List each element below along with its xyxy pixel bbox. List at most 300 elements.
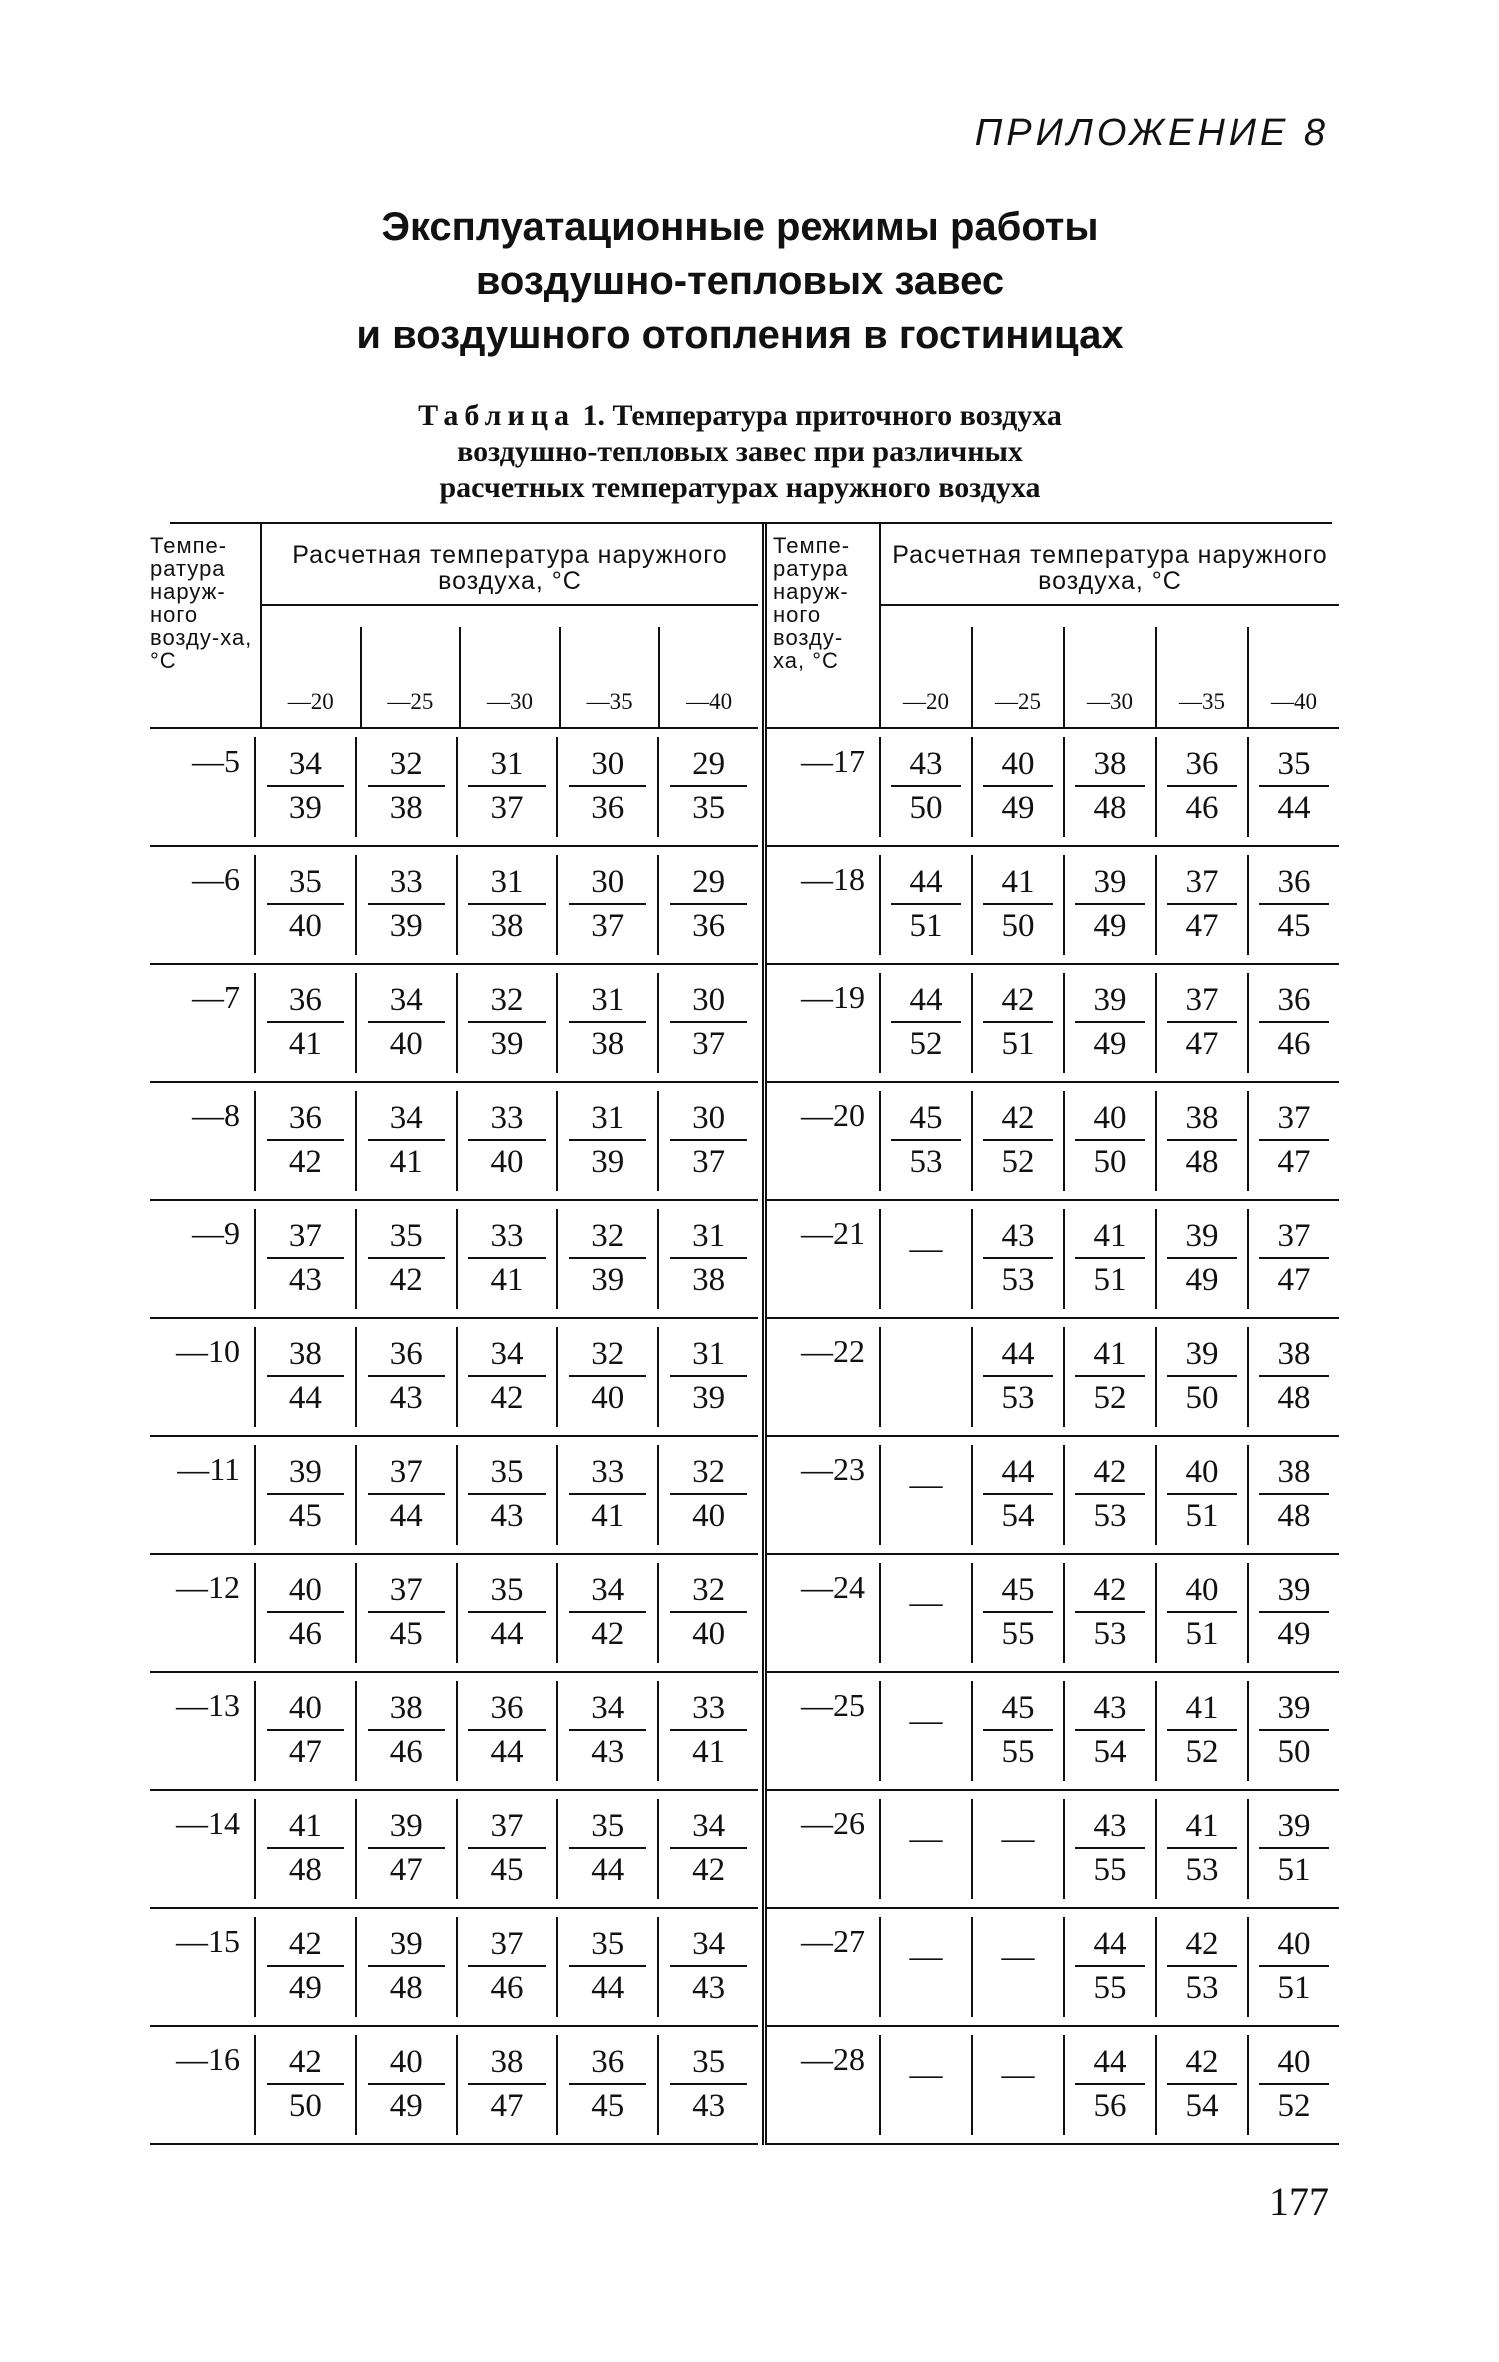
cell-numerator: 37 xyxy=(1185,982,1219,1018)
cell-numerator: 34 xyxy=(692,1926,726,1962)
cell-numerator: 37 xyxy=(389,1454,423,1490)
table-cell xyxy=(355,1799,456,1899)
cell-denominator: 48 xyxy=(1277,1498,1311,1534)
fraction-bar xyxy=(1167,2083,1237,2085)
fraction-bar xyxy=(468,1375,545,1377)
cell-numerator: 36 xyxy=(490,1690,524,1726)
cell-denominator: 42 xyxy=(288,1144,322,1180)
table-row xyxy=(767,1673,1339,1791)
fraction-bar xyxy=(1259,903,1329,905)
cell-denominator: 53 xyxy=(1001,1262,1035,1298)
cell-numerator: 40 xyxy=(1277,1926,1311,1962)
cell-numerator: 45 xyxy=(909,1100,943,1136)
table-cell xyxy=(456,1209,557,1309)
table-cell xyxy=(254,973,355,1073)
cell-numerator: 38 xyxy=(288,1336,322,1372)
cell-denominator: 53 xyxy=(1185,1970,1219,2006)
fraction-bar xyxy=(670,2083,747,2085)
cell-numerator: 39 xyxy=(1277,1572,1311,1608)
cell-denominator: 45 xyxy=(288,1498,322,1534)
fraction-bar xyxy=(368,1729,445,1731)
cell-numerator: 34 xyxy=(389,982,423,1018)
cell-denominator: 37 xyxy=(591,908,625,944)
cell-numerator: 38 xyxy=(1277,1336,1311,1372)
cell-denominator: 35 xyxy=(692,790,726,826)
table-cell xyxy=(556,1799,657,1899)
row-temperature: —5 xyxy=(192,743,240,779)
fraction-bar xyxy=(891,1021,961,1023)
cell-numerator: 33 xyxy=(591,1454,625,1490)
fraction-bar xyxy=(267,2083,344,2085)
cell-numerator: 38 xyxy=(1093,746,1127,782)
cell-numerator: 36 xyxy=(1277,864,1311,900)
table-row xyxy=(150,1555,758,1673)
table-cell xyxy=(254,2035,355,2135)
cell-denominator: 51 xyxy=(1093,1262,1127,1298)
caption-text: воздушно-тепловых завес при различных xyxy=(457,435,1023,468)
column-header: —30 xyxy=(1063,627,1155,727)
cell-denominator: 44 xyxy=(591,1970,625,2006)
cell-denominator: 37 xyxy=(490,790,524,826)
table-cell xyxy=(556,1917,657,2017)
table-cell xyxy=(1063,1799,1155,1899)
fraction-bar xyxy=(891,1139,961,1141)
cell-denominator: 55 xyxy=(1001,1734,1035,1770)
table-row xyxy=(767,965,1339,1083)
column-header: —30 xyxy=(459,627,559,727)
cell-denominator: 45 xyxy=(1277,908,1311,944)
table-cell xyxy=(254,737,355,837)
cell-numerator: 35 xyxy=(692,2044,726,2080)
cell-denominator: 50 xyxy=(1185,1380,1219,1416)
cell-denominator: 49 xyxy=(1001,790,1035,826)
table-row xyxy=(767,1201,1339,1319)
fraction-bar xyxy=(569,1729,646,1731)
cell-numerator: 31 xyxy=(490,864,524,900)
cell-denominator: 55 xyxy=(1001,1616,1035,1652)
cell-denominator: 49 xyxy=(1093,908,1127,944)
table-cell xyxy=(657,1327,758,1427)
fraction-bar xyxy=(1259,1375,1329,1377)
cell-numerator: 36 xyxy=(591,2044,625,2080)
cell-numerator: 37 xyxy=(490,1926,524,1962)
cell-numerator: 33 xyxy=(490,1218,524,1254)
table-cell xyxy=(254,1209,355,1309)
cell-denominator: 53 xyxy=(1093,1498,1127,1534)
fraction-bar xyxy=(983,785,1053,787)
table-cell xyxy=(657,855,758,955)
fraction-bar xyxy=(983,1611,1053,1613)
cell-numerator: 32 xyxy=(389,746,423,782)
fraction-bar xyxy=(267,1847,344,1849)
fraction-bar xyxy=(368,2083,445,2085)
cell-numerator: 42 xyxy=(1001,982,1035,1018)
cell-numerator: 33 xyxy=(692,1690,726,1726)
table-row xyxy=(150,1319,758,1437)
table-cell xyxy=(254,1445,355,1545)
table-cell xyxy=(971,2035,1063,2135)
table-cell xyxy=(355,1209,456,1309)
caption-text: расчетных температурах наружного воздуха xyxy=(439,471,1041,504)
table-cell xyxy=(879,1209,971,1309)
fraction-bar xyxy=(267,1257,344,1259)
table-cell xyxy=(971,1563,1063,1663)
cell-denominator: 43 xyxy=(389,1380,423,1416)
cell-denominator: 47 xyxy=(1185,908,1219,944)
fraction-bar xyxy=(267,1021,344,1023)
table-row xyxy=(150,1791,758,1909)
fraction-bar xyxy=(468,1729,545,1731)
cell-denominator: 43 xyxy=(692,1970,726,2006)
cell-denominator: 47 xyxy=(1277,1144,1311,1180)
cell-numerator: 35 xyxy=(591,1926,625,1962)
table-row xyxy=(150,2027,758,2145)
fraction-bar xyxy=(670,1847,747,1849)
cell-denominator: 47 xyxy=(1277,1262,1311,1298)
cell-dash: — xyxy=(909,1231,943,1267)
cell-numerator: 29 xyxy=(692,864,726,900)
cell-denominator: 46 xyxy=(389,1734,423,1770)
cell-denominator: 50 xyxy=(288,2088,322,2124)
table-row xyxy=(150,1201,758,1319)
cell-numerator: 37 xyxy=(1277,1100,1311,1136)
cell-denominator: 39 xyxy=(490,1026,524,1062)
table-cell xyxy=(1155,1681,1247,1781)
row-temperature: —12 xyxy=(176,1569,240,1605)
table-cell xyxy=(556,1209,657,1309)
row-temperature: —28 xyxy=(801,2041,865,2077)
table-cell xyxy=(556,1563,657,1663)
fraction-bar xyxy=(983,1493,1053,1495)
table-row xyxy=(150,1909,758,2027)
cell-denominator: 47 xyxy=(490,2088,524,2124)
fraction-bar xyxy=(1259,785,1329,787)
table-cell xyxy=(556,1681,657,1781)
table-cell xyxy=(971,1681,1063,1781)
fraction-bar xyxy=(1259,1729,1329,1731)
table-cell xyxy=(1063,1917,1155,2017)
cell-numerator: 38 xyxy=(1277,1454,1311,1490)
cell-numerator: 40 xyxy=(1185,1572,1219,1608)
cell-denominator: 40 xyxy=(692,1616,726,1652)
fraction-bar xyxy=(569,785,646,787)
fraction-bar xyxy=(670,1257,747,1259)
cell-numerator: 45 xyxy=(1001,1572,1035,1608)
fraction-bar xyxy=(1259,1847,1329,1849)
fraction-bar xyxy=(670,1139,747,1141)
cell-numerator: 39 xyxy=(389,1808,423,1844)
table-row xyxy=(767,847,1339,965)
fraction-bar xyxy=(368,1611,445,1613)
fraction-bar xyxy=(1075,1139,1145,1141)
cell-numerator: 44 xyxy=(1093,1926,1127,1962)
fraction-bar xyxy=(1075,1493,1145,1495)
cell-numerator: 41 xyxy=(1093,1218,1127,1254)
column-header: —20 xyxy=(903,689,949,714)
fraction-bar xyxy=(1167,1729,1237,1731)
cell-numerator: 34 xyxy=(591,1572,625,1608)
cell-denominator: 38 xyxy=(692,1262,726,1298)
table-cell xyxy=(254,1563,355,1663)
table-row xyxy=(767,1555,1339,1673)
fraction-bar xyxy=(1075,1021,1145,1023)
cell-dash: — xyxy=(909,1585,943,1621)
cell-denominator: 46 xyxy=(490,1970,524,2006)
fraction-bar xyxy=(267,1139,344,1141)
row-temperature: —26 xyxy=(801,1805,865,1841)
cell-numerator: 44 xyxy=(909,864,943,900)
fraction-bar xyxy=(1167,1611,1237,1613)
fraction-bar xyxy=(1167,1021,1237,1023)
table-header xyxy=(150,522,758,729)
cell-denominator: 48 xyxy=(1277,1380,1311,1416)
fraction-bar xyxy=(1075,2083,1145,2085)
fraction-bar xyxy=(569,1257,646,1259)
table-cell xyxy=(1063,1209,1155,1309)
cell-numerator: 39 xyxy=(1277,1690,1311,1726)
table-cell xyxy=(456,1563,557,1663)
fraction-bar xyxy=(468,1847,545,1849)
cell-numerator: 39 xyxy=(389,1926,423,1962)
cell-numerator: 33 xyxy=(389,864,423,900)
cell-denominator: 48 xyxy=(1185,1144,1219,1180)
table-cell xyxy=(254,1917,355,2017)
cell-denominator: 45 xyxy=(389,1616,423,1652)
cell-denominator: 39 xyxy=(591,1262,625,1298)
cell-numerator: 30 xyxy=(591,746,625,782)
table-cell xyxy=(1155,1209,1247,1309)
cell-numerator: 44 xyxy=(1093,2044,1127,2080)
cell-numerator: 38 xyxy=(389,1690,423,1726)
cell-denominator: 40 xyxy=(692,1498,726,1534)
page-number: 177 xyxy=(1269,2179,1329,2224)
fraction-bar xyxy=(468,1021,545,1023)
table-cell xyxy=(971,1799,1063,1899)
cell-denominator: 41 xyxy=(288,1026,322,1062)
fraction-bar xyxy=(1167,1257,1237,1259)
cell-numerator: 35 xyxy=(389,1218,423,1254)
cell-denominator: 53 xyxy=(909,1144,943,1180)
table-cell xyxy=(971,1917,1063,2017)
row-temperature: —8 xyxy=(192,1097,240,1133)
fraction-bar xyxy=(1075,1375,1145,1377)
cell-denominator: 41 xyxy=(389,1144,423,1180)
table-cell xyxy=(1247,2035,1339,2135)
table-row xyxy=(150,965,758,1083)
fraction-bar xyxy=(1259,2083,1329,2085)
cell-denominator: 49 xyxy=(389,2088,423,2124)
cell-denominator: 40 xyxy=(591,1380,625,1416)
table-left-half xyxy=(150,522,758,2145)
table-cell xyxy=(879,973,971,1073)
table-cell xyxy=(556,2035,657,2135)
cell-numerator: 32 xyxy=(591,1336,625,1372)
table-cell xyxy=(1247,1799,1339,1899)
cell-numerator: 31 xyxy=(692,1218,726,1254)
cell-numerator: 43 xyxy=(1093,1808,1127,1844)
fraction-bar xyxy=(1167,1847,1237,1849)
cell-denominator: 48 xyxy=(1093,790,1127,826)
cell-numerator: 39 xyxy=(1185,1218,1219,1254)
cell-numerator: 32 xyxy=(692,1454,726,1490)
fraction-bar xyxy=(468,903,545,905)
cell-numerator: 43 xyxy=(1001,1218,1035,1254)
cell-denominator: 52 xyxy=(1093,1380,1127,1416)
fraction-bar xyxy=(468,1611,545,1613)
table-cell xyxy=(456,1681,557,1781)
table-cell xyxy=(556,1091,657,1191)
cell-numerator: 40 xyxy=(288,1572,322,1608)
row-temperature: —24 xyxy=(801,1569,865,1605)
table-cell xyxy=(1063,855,1155,955)
row-temperature: —20 xyxy=(801,1097,865,1133)
row-temperature: —21 xyxy=(801,1215,865,1251)
fraction-bar xyxy=(468,2083,545,2085)
cell-numerator: 43 xyxy=(909,746,943,782)
cell-denominator: 46 xyxy=(1185,790,1219,826)
table-cell xyxy=(355,1327,456,1427)
cell-numerator: 39 xyxy=(288,1454,322,1490)
cell-numerator: 31 xyxy=(591,982,625,1018)
table-cell xyxy=(879,1327,971,1427)
cell-denominator: 43 xyxy=(692,2088,726,2124)
group-title: Расчетная температура наружного воздуха, °С xyxy=(881,542,1339,606)
fraction-bar xyxy=(468,1965,545,1967)
cell-numerator: 40 xyxy=(1185,1454,1219,1490)
cell-denominator: 44 xyxy=(490,1616,524,1652)
table-cell xyxy=(556,1327,657,1427)
cell-denominator: 44 xyxy=(288,1380,322,1416)
fraction-bar xyxy=(368,1257,445,1259)
cell-numerator: 35 xyxy=(490,1454,524,1490)
cell-numerator: 37 xyxy=(389,1572,423,1608)
table-cell xyxy=(657,973,758,1073)
cell-denominator: 53 xyxy=(1093,1616,1127,1652)
cell-numerator: 37 xyxy=(1185,864,1219,900)
cell-numerator: 32 xyxy=(692,1572,726,1608)
table-cell xyxy=(971,1209,1063,1309)
cell-numerator: 35 xyxy=(591,1808,625,1844)
cell-numerator: 43 xyxy=(1093,1690,1127,1726)
row-temperature: —14 xyxy=(176,1805,240,1841)
table-cell xyxy=(1155,855,1247,955)
cell-denominator: 51 xyxy=(1185,1498,1219,1534)
title-line: Эксплуатационные режимы работы xyxy=(381,205,1099,249)
caption-number: 1. xyxy=(582,399,606,432)
table-row xyxy=(767,1437,1339,1555)
cell-numerator: 41 xyxy=(1001,864,1035,900)
row-label-header: Темпе-ратура наруж-ного возду-ха, °С xyxy=(150,533,253,673)
cell-numerator: 44 xyxy=(909,982,943,1018)
cell-numerator: 35 xyxy=(490,1572,524,1608)
cell-dash: — xyxy=(909,1467,943,1503)
table-cell xyxy=(657,1917,758,2017)
fraction-bar xyxy=(983,1139,1053,1141)
table-cell xyxy=(254,1681,355,1781)
table-cell xyxy=(879,1799,971,1899)
table-cell xyxy=(456,1917,557,2017)
cell-denominator: 45 xyxy=(591,2088,625,2124)
cell-denominator: 53 xyxy=(1001,1380,1035,1416)
table-cell xyxy=(1155,1445,1247,1545)
table-cell xyxy=(456,1327,557,1427)
fraction-bar xyxy=(1075,1847,1145,1849)
cell-denominator: 55 xyxy=(1093,1852,1127,1888)
table-cell xyxy=(456,1799,557,1899)
cell-denominator: 47 xyxy=(288,1734,322,1770)
table-cell xyxy=(971,973,1063,1073)
fraction-bar xyxy=(267,1375,344,1377)
table-cell xyxy=(1063,1091,1155,1191)
cell-denominator: 39 xyxy=(591,1144,625,1180)
table-cell xyxy=(355,855,456,955)
fraction-bar xyxy=(267,1965,344,1967)
cell-denominator: 49 xyxy=(1093,1026,1127,1062)
row-temperature: —13 xyxy=(176,1687,240,1723)
table-cell xyxy=(254,855,355,955)
fraction-bar xyxy=(1259,1139,1329,1141)
table-row xyxy=(767,729,1339,847)
table-cell xyxy=(1247,973,1339,1073)
fraction-bar xyxy=(267,903,344,905)
cell-denominator: 41 xyxy=(490,1262,524,1298)
fraction-bar xyxy=(468,1139,545,1141)
fraction-bar xyxy=(670,1493,747,1495)
cell-denominator: 44 xyxy=(389,1498,423,1534)
fraction-bar xyxy=(468,1493,545,1495)
fraction-bar xyxy=(1167,1493,1237,1495)
fraction-bar xyxy=(1259,1257,1329,1259)
cell-denominator: 41 xyxy=(591,1498,625,1534)
cell-numerator: 39 xyxy=(1093,982,1127,1018)
table-cell xyxy=(1063,1681,1155,1781)
cell-denominator: 45 xyxy=(490,1852,524,1888)
cell-denominator: 47 xyxy=(389,1852,423,1888)
table-cell xyxy=(456,973,557,1073)
fraction-bar xyxy=(670,1021,747,1023)
fraction-bar xyxy=(1075,903,1145,905)
table-cell xyxy=(1155,2035,1247,2135)
cell-numerator: 35 xyxy=(1277,746,1311,782)
cell-numerator: 35 xyxy=(288,864,322,900)
title-line: и воздушного отопления в гостиницах xyxy=(356,313,1124,357)
cell-denominator: 56 xyxy=(1093,2088,1127,2124)
column-header: —25 xyxy=(360,627,460,727)
table-cell xyxy=(1247,1917,1339,2017)
fraction-bar xyxy=(267,1729,344,1731)
table-cell xyxy=(456,2035,557,2135)
table-cell xyxy=(1247,1091,1339,1191)
cell-numerator: 42 xyxy=(288,2044,322,2080)
table-cell xyxy=(1063,1563,1155,1663)
cell-numerator: 38 xyxy=(1185,1100,1219,1136)
table-cell xyxy=(1063,973,1155,1073)
cell-denominator: 52 xyxy=(909,1026,943,1062)
table-cell xyxy=(556,737,657,837)
page-title xyxy=(0,200,1480,362)
fraction-bar xyxy=(267,1493,344,1495)
fraction-bar xyxy=(1167,785,1237,787)
table-cell xyxy=(879,1445,971,1545)
table-cell xyxy=(971,1445,1063,1545)
column-header: —35 xyxy=(1155,627,1247,727)
table-cell xyxy=(355,2035,456,2135)
table-cell xyxy=(556,855,657,955)
cell-denominator: 44 xyxy=(591,1852,625,1888)
cell-dash: — xyxy=(909,1703,943,1739)
cell-denominator: 43 xyxy=(490,1498,524,1534)
table-cell xyxy=(657,1209,758,1309)
